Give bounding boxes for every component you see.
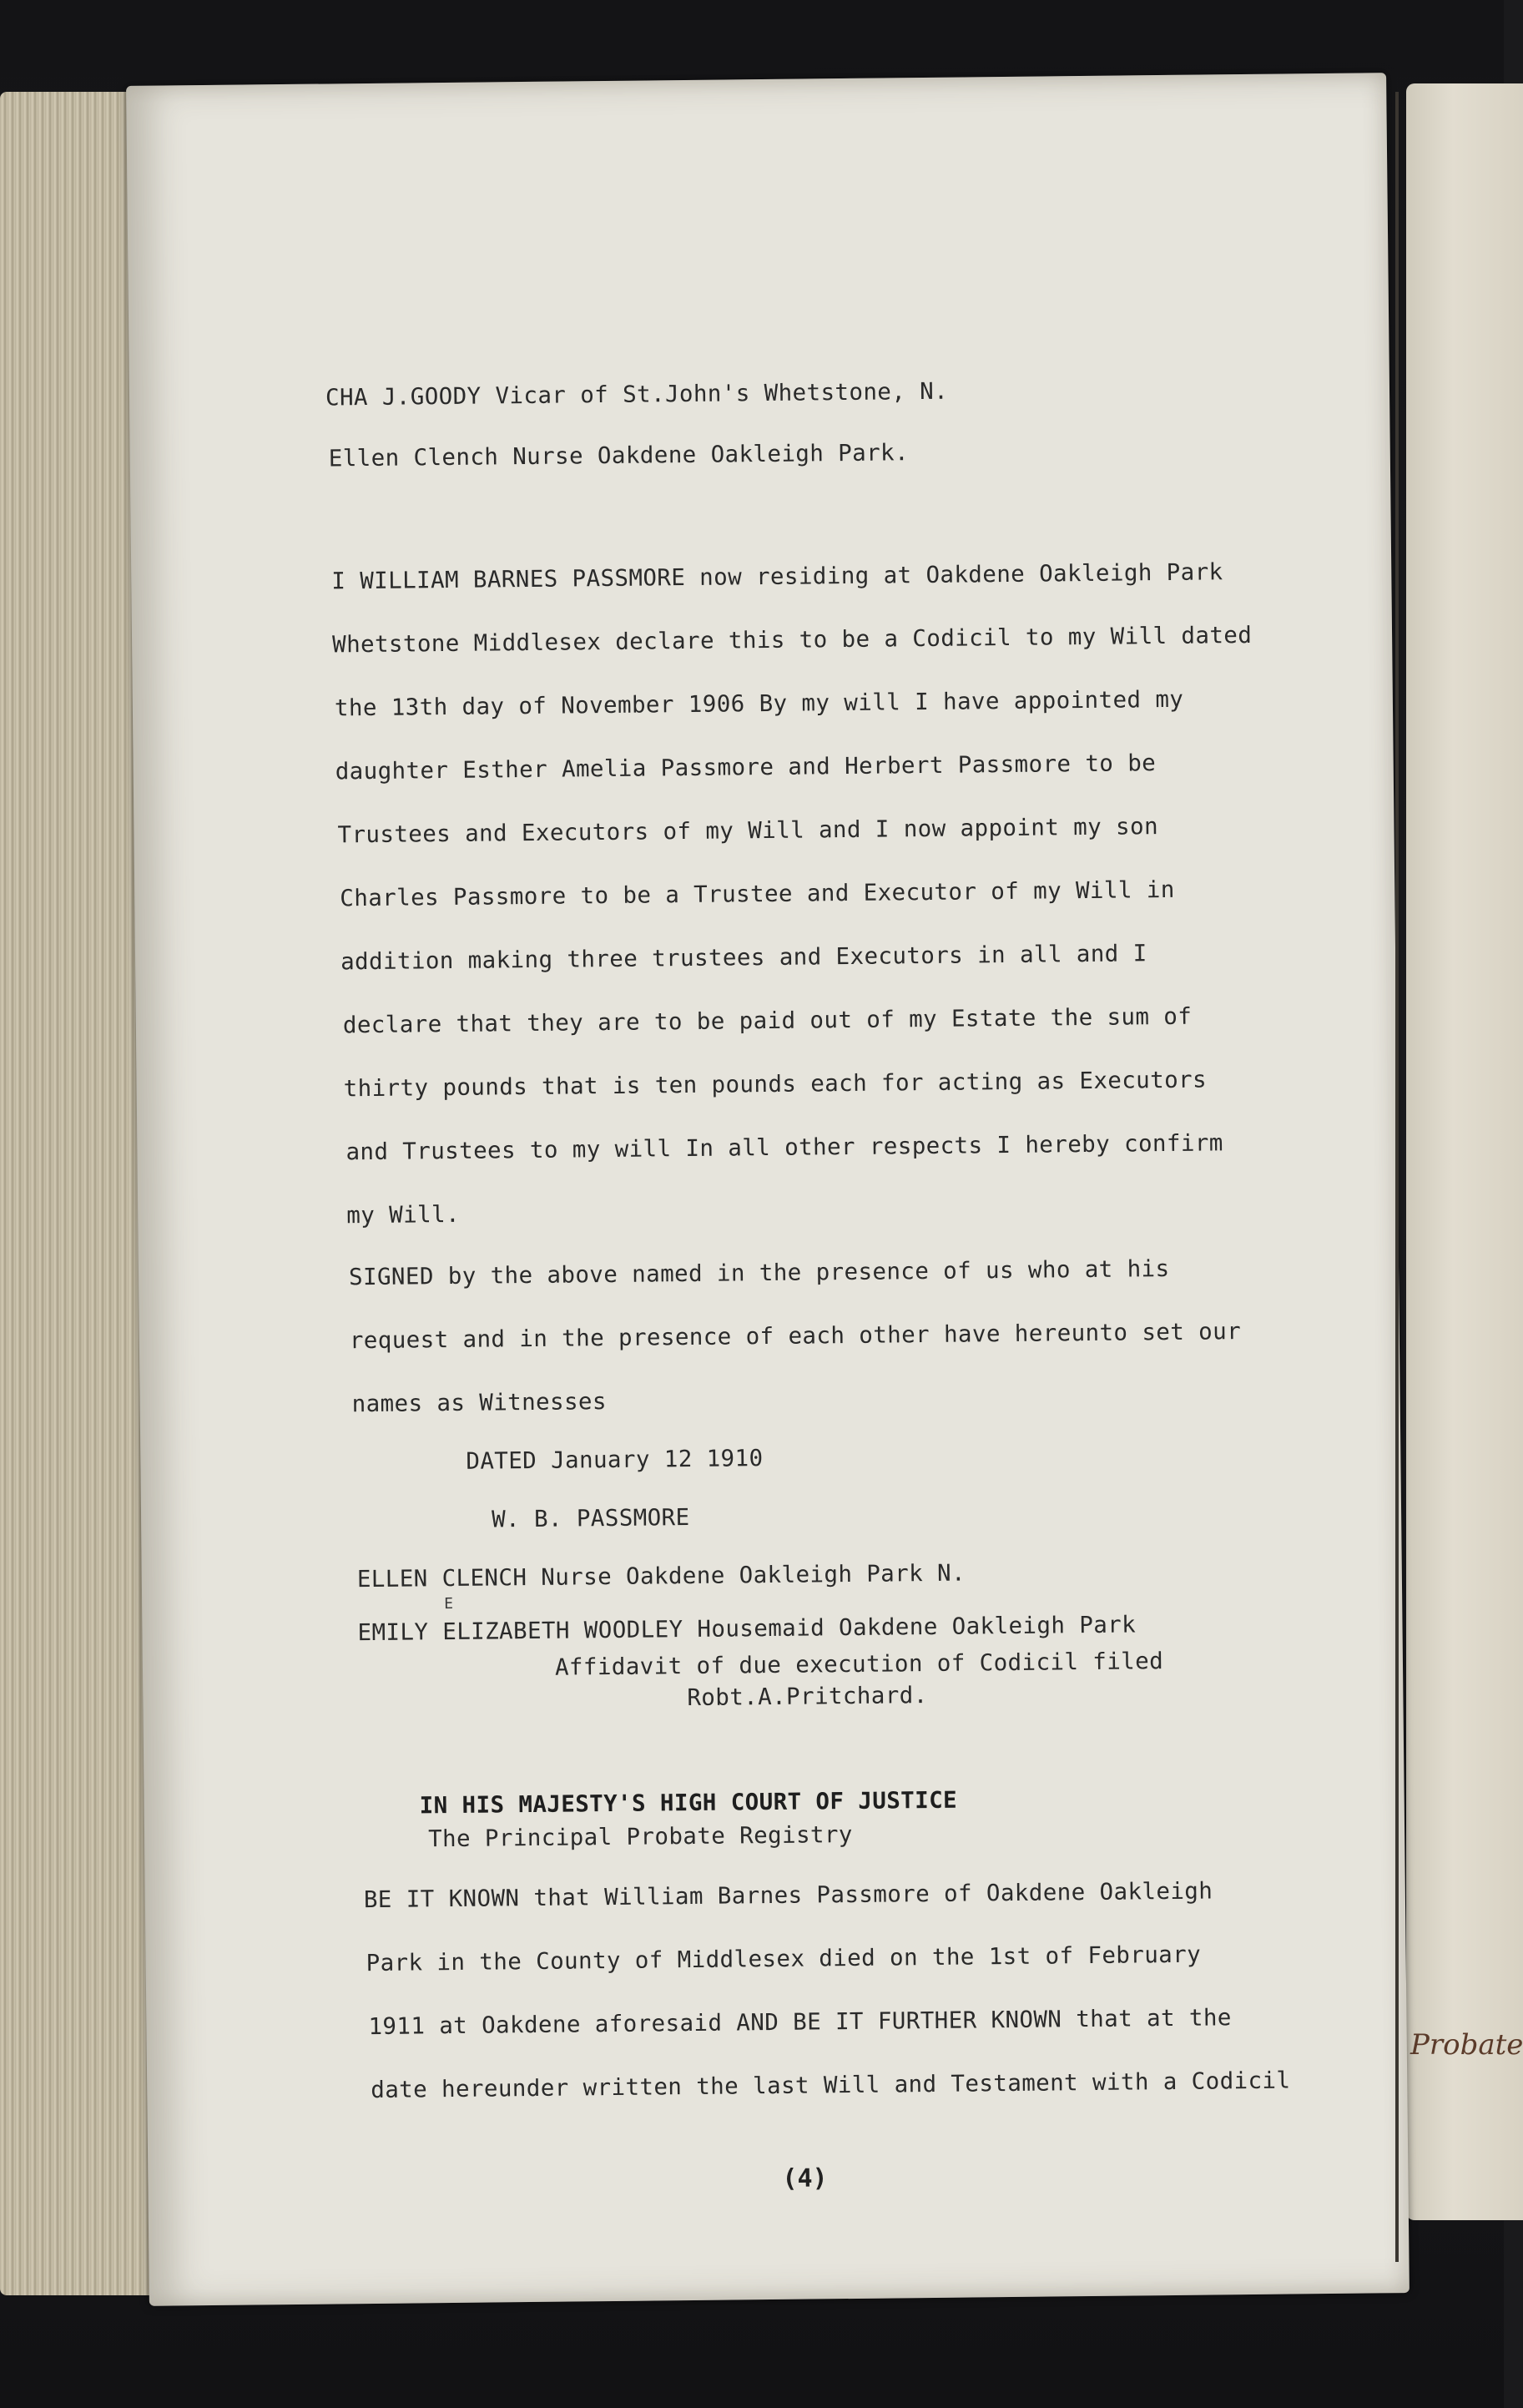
page-number: (4) <box>782 2163 828 2193</box>
probate-line: date hereunder written the last Will and Testament with a Codicil <box>371 2067 1291 2104</box>
probate-line: BE IT KNOWN that William Barnes Passmore of Oakdene Oakleigh <box>363 1877 1213 1914</box>
affidavit-line: Affidavit of due execution of Codicil filed <box>554 1648 1164 1681</box>
court-heading: IN HIS MAJESTY'S HIGH COURT OF JUSTICE <box>419 1786 958 1820</box>
probate-line: 1911 at Oakdene aforesaid AND BE IT FURTHER KNOWN that at the <box>368 2004 1232 2041</box>
codicil-line: I WILLIAM BARNES PASSMORE now residing at Oakdene Oakleigh Park <box>331 558 1223 595</box>
margin-note: Probate <box>1410 2028 1523 2062</box>
witness-ellen-clench: ELLEN CLENCH Nurse Oakdene Oakleigh Park N. <box>356 1559 966 1593</box>
registry-heading: The Principal Probate Registry <box>427 1820 853 1853</box>
codicil-line: my Will. <box>346 1200 461 1229</box>
page-gutter <box>1395 92 1399 2262</box>
codicil-line: the 13th day of November 1906 By my will I have appointed my <box>334 685 1184 722</box>
codicil-line: Charles Passmore to be a Trustee and Executor of my Will in <box>340 876 1175 912</box>
codicil-line: declare that they are to be paid out of my Estate the sum of <box>342 1002 1193 1039</box>
signing-clause-line: request and in the presence of each other have hereunto set our <box>349 1318 1242 1355</box>
handwritten-insert: E <box>444 1594 454 1613</box>
signing-clause-line: names as Witnesses <box>351 1388 608 1418</box>
witness-vicar-line: CHA J.GOODY Vicar of St.John's Whetstone, N. <box>325 377 949 411</box>
probate-line: Park in the County of Middlesex died on the 1st of February <box>366 1941 1202 1977</box>
codicil-line: addition making three trustees and Executors in all and I <box>340 940 1147 976</box>
facing-page-edge <box>1406 83 1523 2220</box>
witness-nurse-line: Ellen Clench Nurse Oakdene Oakleigh Park. <box>328 439 910 472</box>
codicil-line: Trustees and Executors of my Will and I now appoint my son <box>337 813 1159 849</box>
signing-clause-line: SIGNED by the above named in the presence of us who at his <box>348 1254 1170 1291</box>
codicil-line: Whetstone Middlesex declare this to be a Codicil to my Will dated <box>331 621 1253 659</box>
codicil-line: thirty pounds that is ten pounds each for acting as Executors <box>343 1066 1208 1103</box>
codicil-line: daughter Esther Amelia Passmore and Herbert Passmore to be <box>335 750 1157 785</box>
document-page <box>126 73 1410 2306</box>
affidavit-signatory: Robt.A.Pritchard. <box>687 1682 928 1712</box>
testator-signature: W. B. PASSMORE <box>491 1504 690 1533</box>
codicil-line: and Trustees to my will In all other respects I hereby confirm <box>345 1129 1223 1166</box>
witness-emily-woodley: EMILY ELIZABETH WOODLEY Housemaid Oakdene Oakleigh Park <box>357 1611 1137 1647</box>
dated-line: DATED January 12 1910 <box>466 1445 764 1475</box>
